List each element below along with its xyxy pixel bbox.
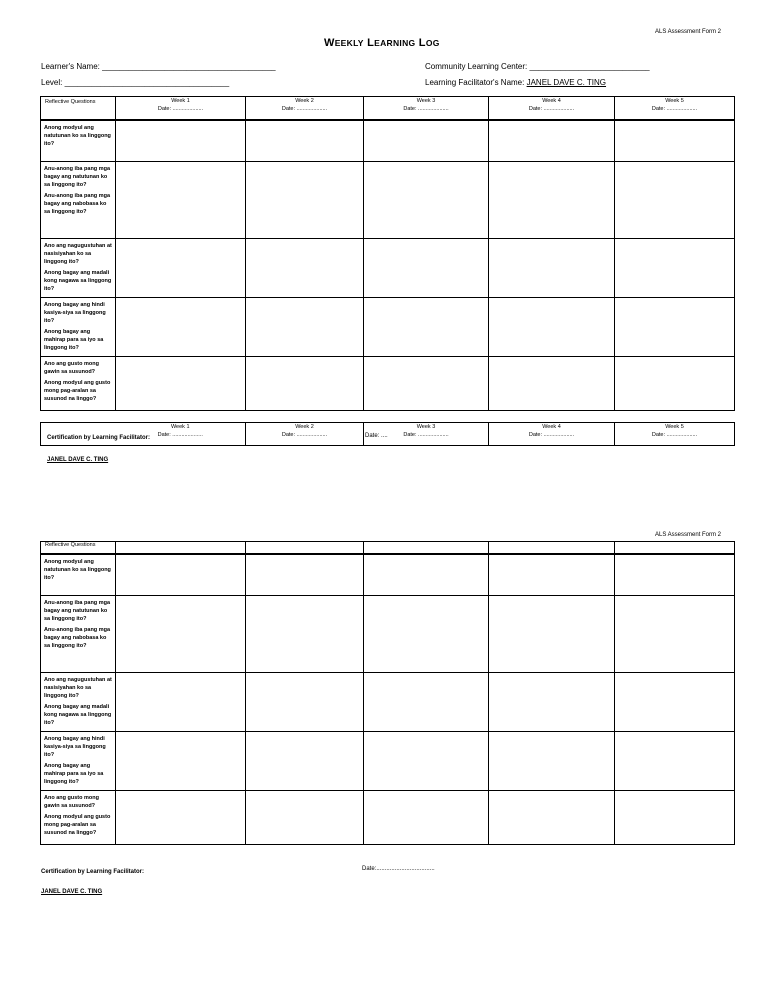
answer-cell[interactable] [116,162,246,239]
question-cell: Ano ang nagugustuhan at nasisiyahan ko sa linggong ito? Anong bagay ang madali kong nagawa sa linggong ito? [41,673,116,732]
week-4-header: Week 4 Date: .................... [489,97,615,120]
answer-cell[interactable] [615,554,735,596]
question-cell: Anu-anong iba pang mga bagay ang natutunan ko sa linggong ito? Anu-anong iba pang mga bagay ang nabobasa ko sa linggong ito? [41,596,116,673]
week-1-date[interactable]: Date: .................... [157,106,204,112]
answer-cell[interactable] [246,596,364,673]
question-cell: Anong modyul ang natutunan ko sa linggong ito? [41,554,116,596]
page-title: WEEKLY LEARNING LOG [324,37,440,49]
answer-cell[interactable] [489,732,615,791]
facilitator-name: JANEL DAVE C. TING [526,78,607,87]
cert-week-3: Week 3 Date: .................... [364,423,489,446]
answer-cell[interactable] [364,554,489,596]
answer-cell[interactable] [364,791,489,845]
cert-date-label: Date: .... [365,433,388,439]
facilitator-field [425,78,606,87]
table-row [41,120,735,162]
answer-cell[interactable] [615,673,735,732]
answer-cell[interactable] [489,596,615,673]
week-2-date[interactable]: Date: .................... [281,106,328,112]
signature-name: JANEL DAVE C. TING [47,457,109,463]
answer-cell[interactable] [615,732,735,791]
answer-cell[interactable] [489,357,615,411]
answer-cell[interactable] [246,162,364,239]
answer-cell[interactable] [489,120,615,162]
table-row [41,298,735,357]
answer-cell[interactable] [615,596,735,673]
answer-cell[interactable] [364,162,489,239]
answer-cell[interactable] [246,239,364,298]
answer-cell[interactable] [489,673,615,732]
answer-cell[interactable] [246,298,364,357]
answer-cell[interactable] [364,239,489,298]
cert-week-2: Week 2 Date: .................... [246,423,364,446]
reflective-questions-header: Reflective Questions [41,97,116,120]
certification-label-2: Certification by Learning Facilitator: [41,869,145,875]
table-row [41,732,735,791]
answer-cell[interactable] [116,673,246,732]
answer-cell[interactable] [489,162,615,239]
form-label-2: ALS Assessment Form 2 [655,532,722,538]
answer-cell[interactable] [364,357,489,411]
answer-cell[interactable] [116,239,246,298]
week-2-header: Week 2 Date: .................... [246,97,364,120]
facilitator-label: Learning Facilitator's Name: [425,78,525,87]
table-row [41,162,735,239]
week-1-header: Week 1 Date: .................... [116,97,246,120]
table-header-row [41,542,735,554]
cert-week-4: Week 4 Date: .................... [489,423,615,446]
level-field[interactable]: Level: _____________________________________ [41,78,230,87]
reflective-questions-header: Reflective Questions [41,542,116,554]
table-row [41,596,735,673]
table-header-row [41,97,735,120]
table-row [41,791,735,845]
question-cell: Ano ang gusto mong gawin sa susunod? Anong modyul ang gusto mong pag-aralan sa susunod na linggo? [41,357,116,411]
answer-cell[interactable] [116,791,246,845]
answer-cell[interactable] [246,791,364,845]
answer-cell[interactable] [246,554,364,596]
weekly-log-table [40,96,735,411]
week-3-date[interactable]: Date: .................... [403,106,449,112]
answer-cell[interactable] [246,732,364,791]
week-4-date[interactable]: Date: .................... [528,106,575,112]
answer-cell[interactable] [246,357,364,411]
question-cell: Ano ang gusto mong gawin sa susunod? Anong modyul ang gusto mong pag-aralan sa susunod na linggo? [41,791,116,845]
question-cell: Anong bagay ang hindi kasiya-siya sa linggong ito? Anong bagay ang mahirap para sa iyo sa linggong ito? [41,732,116,791]
week-5-date[interactable]: Date: .................... [651,106,698,112]
table-row [41,673,735,732]
answer-cell[interactable] [246,120,364,162]
answer-cell[interactable] [615,162,735,239]
answer-cell[interactable] [615,791,735,845]
answer-cell[interactable] [615,298,735,357]
cert-week-1: Week 1 Date: .................... [116,423,246,446]
community-center-field[interactable]: Community Learning Center: ___________________________ [425,62,650,71]
form-label: ALS Assessment Form 2 [655,29,722,35]
answer-cell[interactable] [615,357,735,411]
answer-cell[interactable] [116,120,246,162]
answer-cell[interactable] [489,239,615,298]
answer-cell[interactable] [116,357,246,411]
question-cell: Anong modyul ang natutunan ko sa linggong ito? [41,120,116,162]
answer-cell[interactable] [116,732,246,791]
certification-label: Certification by Learning Facilitator: [47,435,151,441]
cert-date-field-2[interactable]: Date:................................... [362,866,435,872]
week-5-header: Week 5 Date: .................... [615,97,735,120]
question-cell: Anu-anong iba pang mga bagay ang natutunan ko sa linggong ito? Anu-anong iba pang mga bagay ang nabobasa ko sa linggong ito? [41,162,116,239]
learner-name-field[interactable]: Learner's Name: _______________________________________ [41,62,276,71]
week-3-header: Week 3 Date: .................... [364,97,489,120]
question-cell: Ano ang nagugustuhan at nasisiyahan ko sa linggong ito? Anong bagay ang madali kong nagawa sa linggong ito? [41,239,116,298]
table-row [41,239,735,298]
answer-cell[interactable] [364,673,489,732]
answer-cell[interactable] [489,554,615,596]
weekly-log-table-2 [40,541,735,845]
table-row [41,357,735,411]
answer-cell[interactable] [364,596,489,673]
answer-cell[interactable] [615,239,735,298]
answer-cell[interactable] [364,732,489,791]
answer-cell[interactable] [489,791,615,845]
answer-cell[interactable] [116,554,246,596]
answer-cell[interactable] [116,298,246,357]
answer-cell[interactable] [364,120,489,162]
table-row [41,554,735,596]
answer-cell[interactable] [116,596,246,673]
cert-week-5: Week 5 Date: .................... [615,423,735,446]
answer-cell[interactable] [489,298,615,357]
question-cell: Anong bagay ang hindi kasiya-siya sa linggong ito? Anong bagay ang mahirap para sa iyo sa linggong ito? [41,298,116,357]
answer-cell[interactable] [364,298,489,357]
answer-cell[interactable] [246,673,364,732]
answer-cell[interactable] [615,120,735,162]
signature-name-2: JANEL DAVE C. TING [41,889,103,895]
